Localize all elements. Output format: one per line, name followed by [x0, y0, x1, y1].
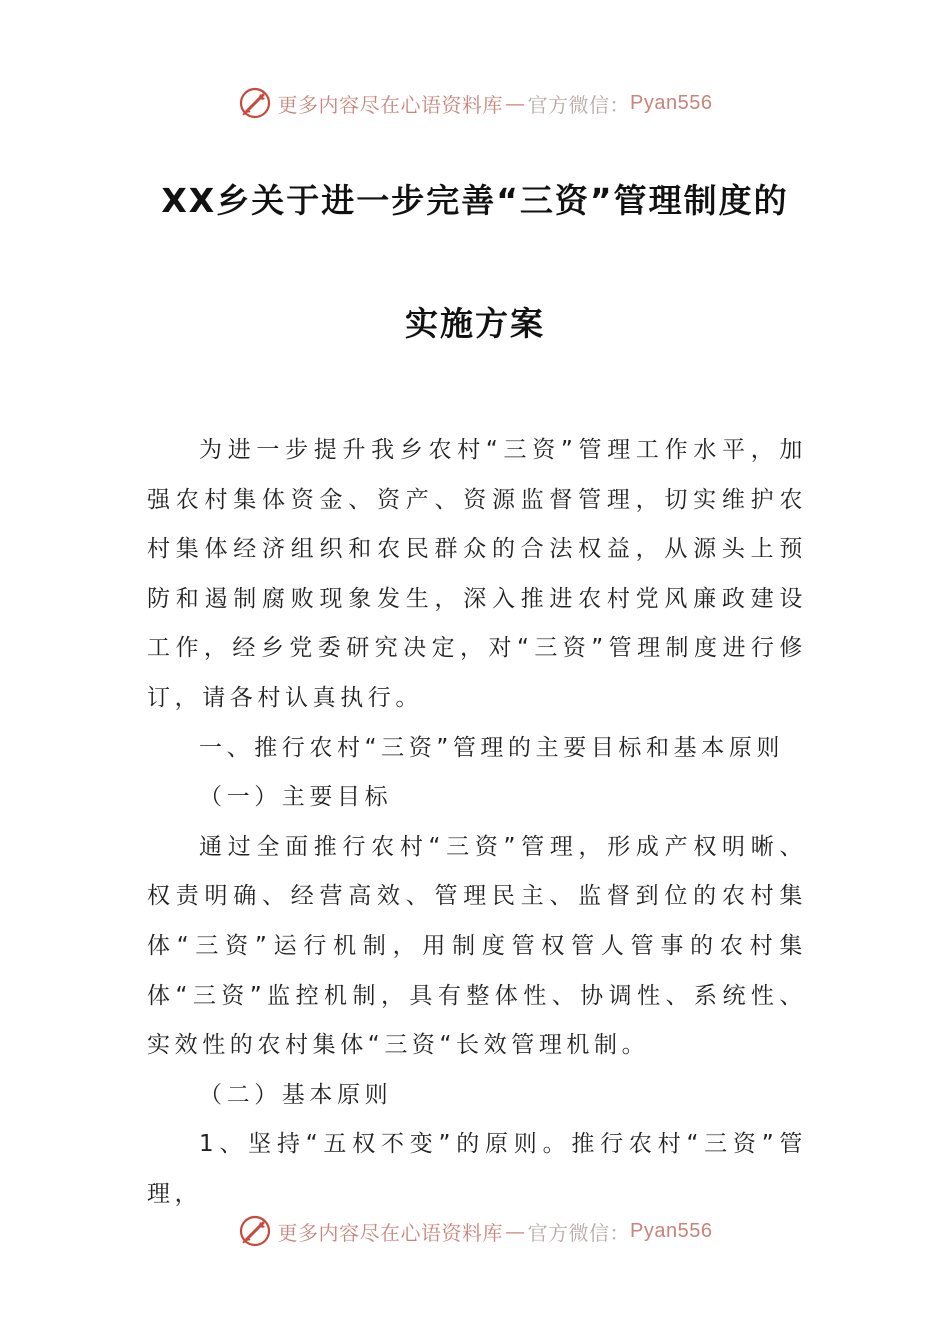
footer-watermark	[0, 1211, 950, 1251]
document-title-line-1: XX乡关于进一步完善“三资”管理制度的	[161, 181, 789, 220]
document-title-line-2: 实施方案	[405, 304, 545, 343]
paragraph-intro: 为进一步提升我乡农村“三资”管理工作水平，加强农村集体资金、资产、资源监督管理，切实维护农村集体经济组织和农民群众的合法权益，从源头上预防和遏制腐败现象发生，深入推进农村党风廉政建设工作，经乡党委研究决定，对“三资”管理制度进行修订，请各村认真执行。	[147, 437, 807, 711]
watermark-label: 官方微信：	[527, 1220, 631, 1245]
watermark-id: Pyan556	[630, 91, 713, 114]
paragraph-principle-1: 1、坚持“五权不变”的原则。推行农村“三资”管理，	[147, 1131, 807, 1207]
watermark-text: 更多内容尽在心语资料库	[277, 92, 504, 117]
subsection-heading-principles: （二）基本原则	[199, 1081, 393, 1108]
pen-logo-icon	[238, 86, 272, 120]
watermark-text: 更多内容尽在心语资料库	[277, 1220, 504, 1245]
watermark-separator: —	[505, 1219, 526, 1243]
subsection-heading-goals: （一）主要目标	[199, 784, 393, 811]
section-heading-1: 一、推行农村“三资”管理的主要目标和基本原则	[199, 734, 785, 761]
watermark-separator: —	[505, 91, 526, 115]
paragraph-goals: 通过全面推行农村“三资”管理，形成产权明晰、权责明确、经营高效、管理民主、监督到位的农村集体“三资”运行机制，用制度管权管人管事的农村集体“三资”监控机制，具有整体性、协调性、系统性、实效性的农村集体“三资“长效管理机制。	[147, 833, 807, 1059]
watermark-label: 官方微信：	[527, 92, 631, 117]
document-body	[147, 426, 807, 1220]
header-watermark	[0, 83, 950, 123]
pen-logo-icon	[238, 1214, 272, 1248]
watermark-id: Pyan556	[630, 1219, 713, 1242]
